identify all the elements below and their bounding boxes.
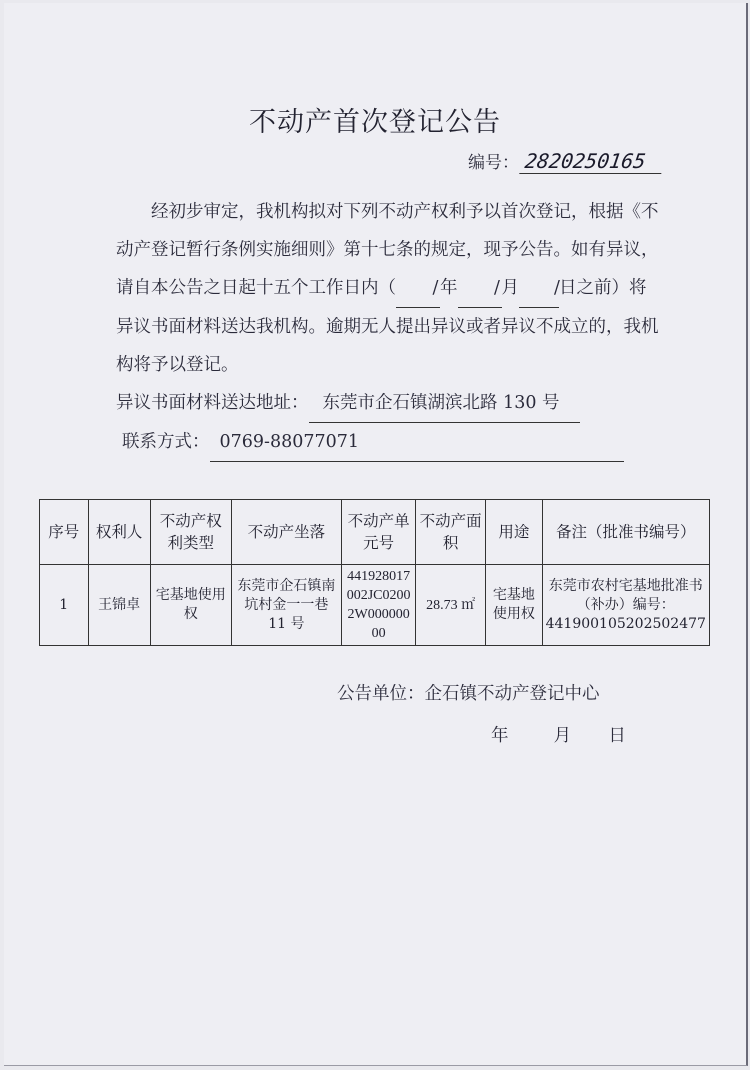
cell-usage: 宅基地使用权 — [486, 565, 542, 646]
document-number-label: 编号： — [468, 153, 519, 173]
blank-year: / — [458, 269, 502, 308]
contact-row — [116, 423, 661, 462]
cell-remark: 东莞市农村宅基地批准书（补办）编号：441900105202502477 — [542, 565, 709, 646]
blank-day: / — [396, 269, 440, 308]
page-title: 不动产首次登记公告 — [249, 107, 501, 138]
header-cell: 不动产面积 — [416, 500, 486, 565]
date-year: 年 — [491, 726, 509, 746]
document-number — [468, 148, 663, 174]
unit-month: 月 — [501, 278, 519, 298]
date-month: 月 — [553, 726, 572, 746]
cell-unit-no: 441928017002JC02002W00000000 — [342, 565, 416, 646]
header-cell: 权利人 — [88, 500, 150, 565]
cell-location: 东莞市企石镇南坑村金一一巷 11 号 — [231, 565, 341, 646]
header-cell: 用途 — [486, 500, 542, 565]
paragraph-part1: 经初步审定，我机构拟对下列不动产权利予以首次登记，根据《不动产登记暂行条例实施细则》第十七条的规定，现予公告。如有异议，请自本公告之日起十五个工作日内（ — [116, 202, 659, 298]
contact-value: 0769-88077071 — [210, 423, 624, 462]
address-value: 东莞市企石镇湖滨北路 130 号 — [309, 384, 580, 423]
header-cell: 不动产坐落 — [231, 500, 341, 565]
issue-date — [491, 722, 626, 747]
cell-area: 28.73 ㎡ — [416, 565, 486, 646]
table-row — [40, 565, 710, 646]
table-header-row — [40, 500, 710, 565]
unit-year: 年 — [440, 278, 458, 298]
address-label: 异议书面材料送达地址： — [116, 393, 309, 413]
blank-month: / — [519, 269, 559, 308]
notice-body — [116, 193, 661, 462]
header-cell: 序号 — [40, 500, 89, 565]
header-cell: 备注（批准书编号） — [542, 500, 709, 565]
contact-label: 联系方式： — [122, 432, 210, 452]
registration-table — [39, 499, 710, 646]
cell-owner: 王锦卓 — [88, 565, 150, 646]
paragraph-part2: 日之前）将异议书面材料送达我机构。逾期无人提出异议或者异议不成立的，我机构将予以登记。 — [116, 278, 659, 375]
document-number-value: 2820250165 — [519, 149, 665, 174]
cell-right-type: 宅基地使用权 — [150, 565, 231, 646]
header-cell: 不动产权利类型 — [150, 500, 231, 565]
date-day: 日 — [608, 726, 626, 746]
issuer-signature: 公告单位：企石镇不动产登记中心 — [337, 684, 600, 704]
address-row — [116, 384, 661, 423]
header-cell: 不动产单元号 — [342, 500, 416, 565]
notice-paragraph — [116, 193, 661, 384]
cell-no: 1 — [40, 565, 89, 646]
